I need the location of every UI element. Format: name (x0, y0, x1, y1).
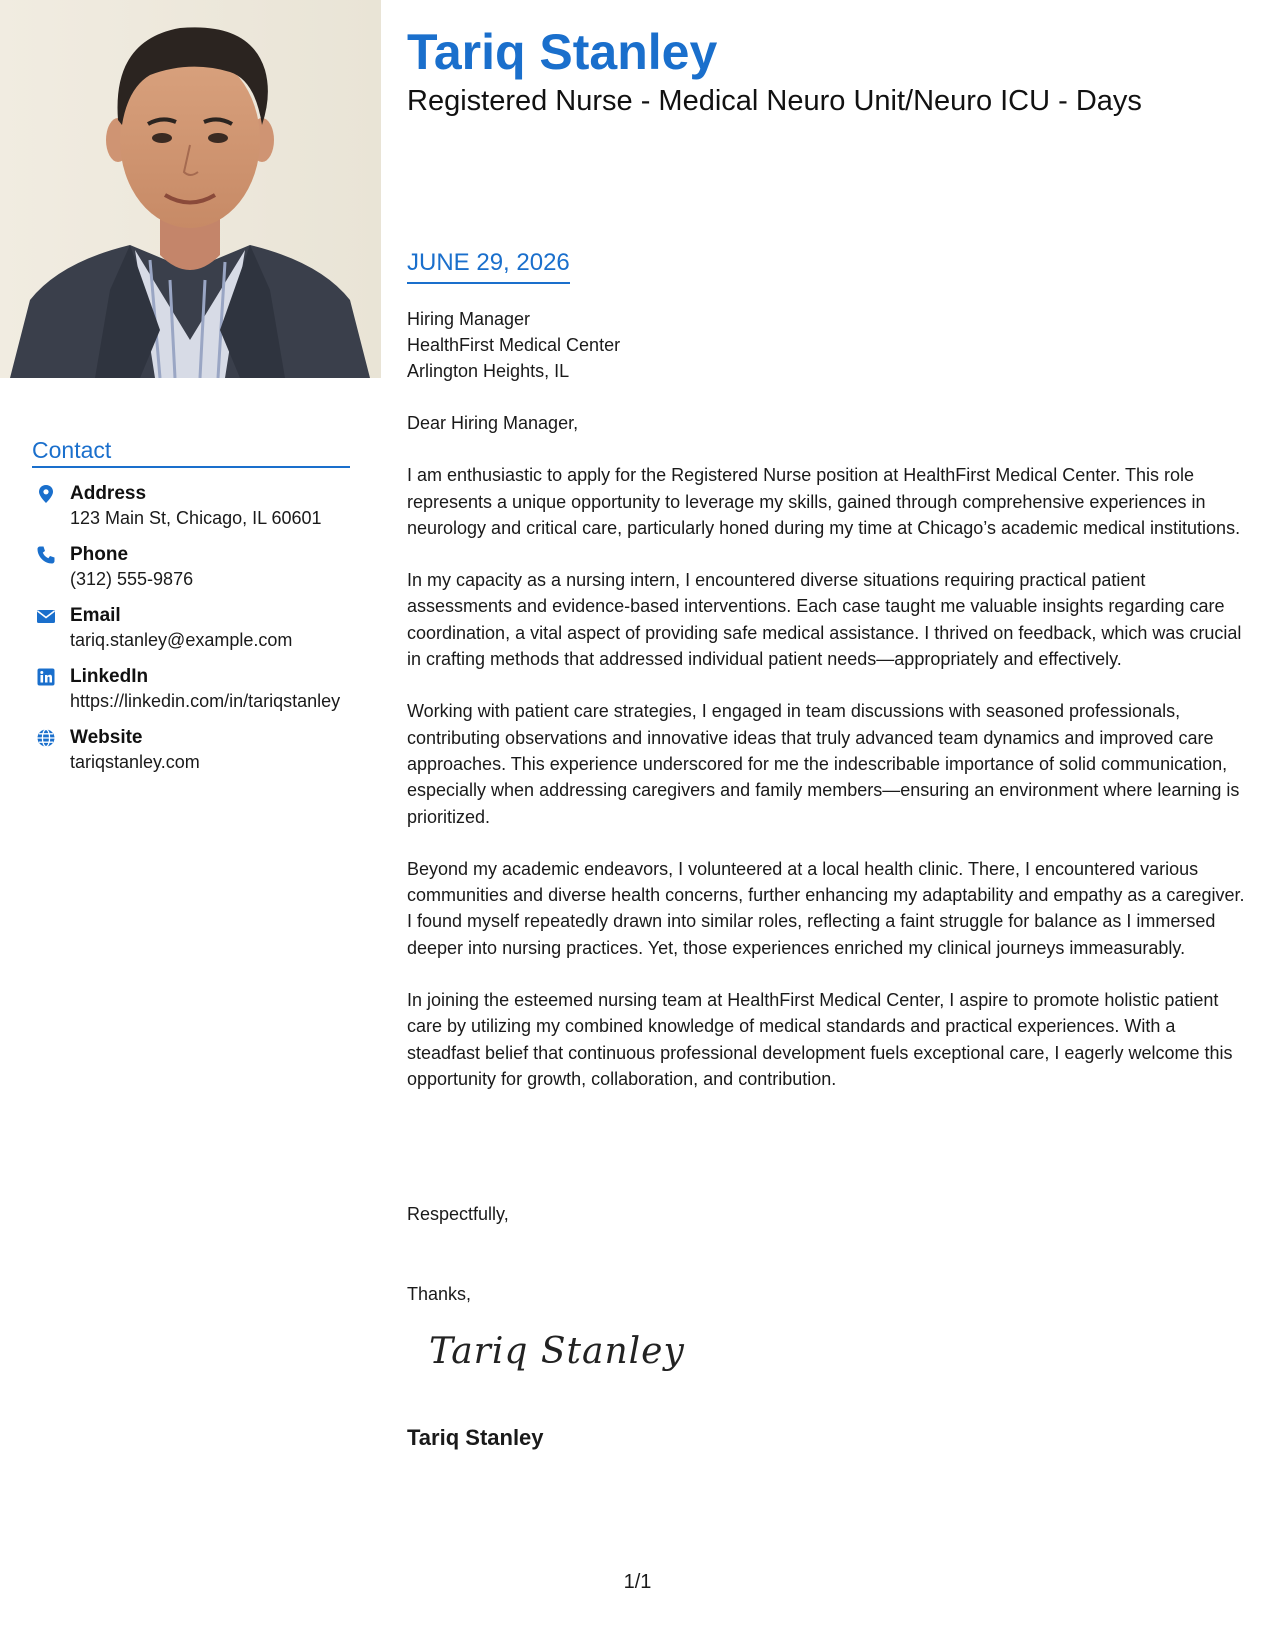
body-paragraph: I am enthusiastic to apply for the Registered Nurse position at HealthFirst Medical Center. This role represents a unique opportunity to leverage my skills, gained through comprehensive experiences in neurology and critical care, particularly honed during my time at Chicago’s academic medical institutions. (407, 465, 1241, 538)
recipient-line: HealthFirst Medical Center (407, 335, 621, 355)
contact-sidebar (32, 436, 350, 787)
closing: Respectfully, (407, 1204, 509, 1224)
phone-icon (36, 545, 56, 565)
website-label: Website (70, 727, 143, 748)
website-value[interactable]: tariqstanley.com (70, 752, 200, 772)
contact-linkedin (32, 665, 350, 713)
map-pin-icon (36, 484, 56, 504)
body-paragraph: In my capacity as a nursing intern, I encountered diverse situations requiring practical patient assessments and evidence-based interventions. Each case taught me valuable insights regarding care coordination, a vital aspect of providing safe medical assistance. I thrived on feedback, which was crucial in crafting methods that addressed individual patient needs—appropriately and effectively. (407, 570, 1242, 670)
body-paragraph: Working with patient care strategies, I engaged in team discussions with seasoned professionals, contributing observations and innovative ideas that truly advanced team dynamics and improved care approaches. This experience underscored for me the indescribable importance of solid communication, especially when addressing caregivers and family members—ensuring an environment where learning is prioritized. (407, 701, 1240, 827)
applicant-name: Tariq Stanley (407, 24, 718, 80)
recipient-line: Hiring Manager (407, 309, 531, 329)
recipient-block (407, 306, 620, 384)
linkedin-icon (36, 667, 56, 687)
contact-website (32, 726, 350, 774)
salutation: Dear Hiring Manager, (407, 413, 579, 433)
job-title: Registered Nurse - Medical Neuro Unit/Neuro ICU - Days (407, 85, 1142, 117)
handwritten-signature: Tariq Stanley (429, 1331, 685, 1372)
contact-phone (32, 543, 350, 591)
address-label: Address (70, 483, 147, 504)
body-paragraph: Beyond my academic endeavors, I volunteered at a local health clinic. There, I encountered various communities and diverse health concerns, further enhancing my adaptability and empathy as a caregiver. I found myself repeatedly drawn into similar roles, reflecting a faint struggle for balance as I immersed deeper into nursing practices. Yet, those experiences enriched my clinical journeys immeasurably. (407, 858, 1245, 958)
phone-label: Phone (70, 544, 129, 565)
thanks: Thanks, (407, 1284, 472, 1304)
contact-address (32, 482, 350, 530)
letter-date: JUNE 29, 2026 (407, 248, 570, 284)
contact-heading: Contact (32, 436, 350, 468)
email-label: Email (70, 605, 121, 626)
body-paragraph: In joining the esteemed nursing team at HealthFirst Medical Center, I aspire to promote holistic patient care by utilizing my combined knowledge of medical standards and practical experiences. With a steadfast belief that continuous professional development fuels exceptional care, I eagerly welcome this opportunity for growth, collaboration, and contribution. (407, 990, 1233, 1089)
profile-photo (0, 0, 381, 378)
contact-email (32, 604, 350, 652)
linkedin-label: LinkedIn (70, 666, 149, 687)
phone-value: (312) 555-9876 (70, 569, 194, 589)
signer-name: Tariq Stanley (407, 1425, 544, 1450)
address-value: 123 Main St, Chicago, IL 60601 (70, 508, 322, 528)
page-number: 1/1 (623, 1571, 652, 1593)
letter-body (407, 410, 1247, 1118)
globe-icon (36, 728, 56, 748)
linkedin-value[interactable]: https://linkedin.com/in/tariqstanley (70, 691, 341, 711)
email-value[interactable]: tariq.stanley@example.com (70, 630, 293, 650)
envelope-icon (36, 606, 56, 626)
recipient-line: Arlington Heights, IL (407, 361, 570, 381)
